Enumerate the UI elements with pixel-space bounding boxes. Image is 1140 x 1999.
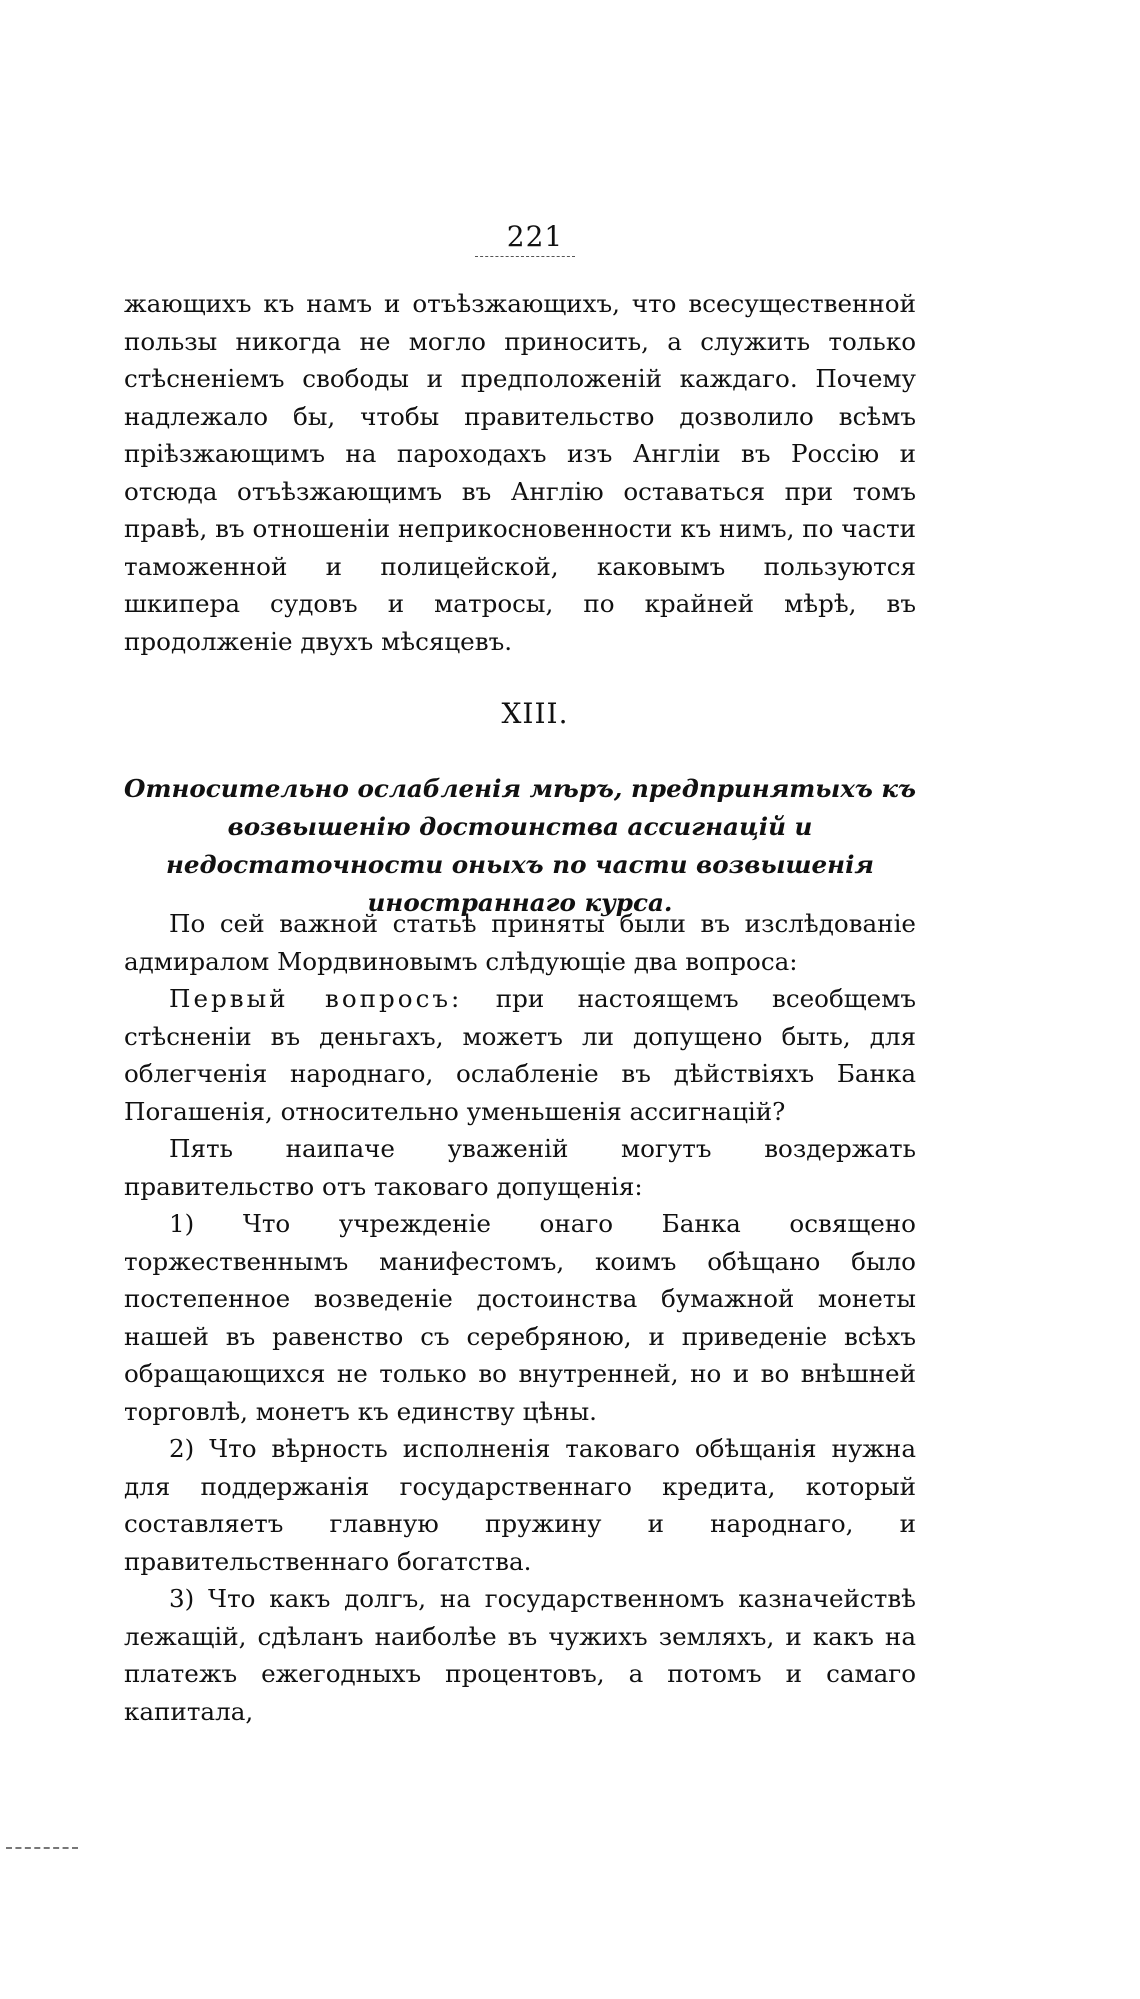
section-number: XIII. bbox=[501, 697, 569, 730]
margin-mark bbox=[6, 1847, 78, 1849]
page-number: 221 bbox=[506, 220, 564, 253]
paragraph-reason-2: 2) Что вѣрность исполненія таковаго обѣщанія нужна для поддержанія государственнаго кредита, который составляетъ главную пружину и народнаго, и правительственнаго богатства. bbox=[124, 1434, 916, 1576]
paragraph-five-reasons: Пять наипаче уваженій могутъ воздержать правительство отъ таковаго допущенія: bbox=[124, 1134, 916, 1201]
paragraph-reason-3: 3) Что какъ долгъ, на государственномъ казначействѣ лежащій, сдѣланъ наиболѣе въ чужихъ земляхъ, и какъ на платежъ ежегодныхъ процентовъ, а потомъ и самаго капитала, bbox=[124, 1584, 916, 1726]
paragraph-reason-1: 1) Что учрежденіе онаго Банка освящено торжественнымъ манифестомъ, коимъ обѣщано было постепенное возведеніе достоинства бумажной монеты нашей въ равенство съ серебряною, и приведеніе всѣхъ обращающихся не только во внутренней, но и во внѣшней торговлѣ, монетъ къ единству цѣны. bbox=[124, 1209, 916, 1426]
section-body bbox=[124, 905, 916, 1730]
page-number-rule bbox=[475, 256, 575, 257]
section-heading: Относительно ослабленія мѣръ, предпринятыхъ къ возвышенію достоинства ассигнацій и недостаточности оныхъ по части возвышенія иностраннаго курса. bbox=[124, 774, 916, 917]
paragraph-first-question bbox=[124, 980, 916, 1130]
paragraph-intro: По сей важной статьѣ приняты были въ изслѣдованіе адмиралом Мордвиновымъ слѣдующіе два вопроса: bbox=[124, 909, 916, 976]
top-paragraph: жающихъ къ намъ и отъѣзжающихъ, что всесущественной пользы никогда не могло приносить, а служить только стѣсненіемъ свободы и предположеній каждаго. Почему надлежало бы, чтобы правительство дозволило всѣмъ пріѣзжающимъ на пароходахъ изъ Англіи въ Россію и отсюда отъѣзжающимъ въ Англію оставаться при томъ правѣ, въ отношеніи неприкосновенности къ нимъ, по части таможенной и полицейской, каковымъ пользуются шкипера судовъ и матросы, по крайней мѣрѣ, въ продолженіе двухъ мѣсяцевъ. bbox=[124, 289, 916, 656]
first-question-text: при настоящемъ всеобщемъ стѣсненіи въ деньгахъ, можетъ ли допущено быть, для облегченія народнаго, ослабленіе въ дѣйствіяхъ Банка Погашенія, относительно уменьшенія ассигнацій? bbox=[124, 984, 916, 1126]
first-question-lead: Первый вопросъ: bbox=[169, 984, 463, 1013]
